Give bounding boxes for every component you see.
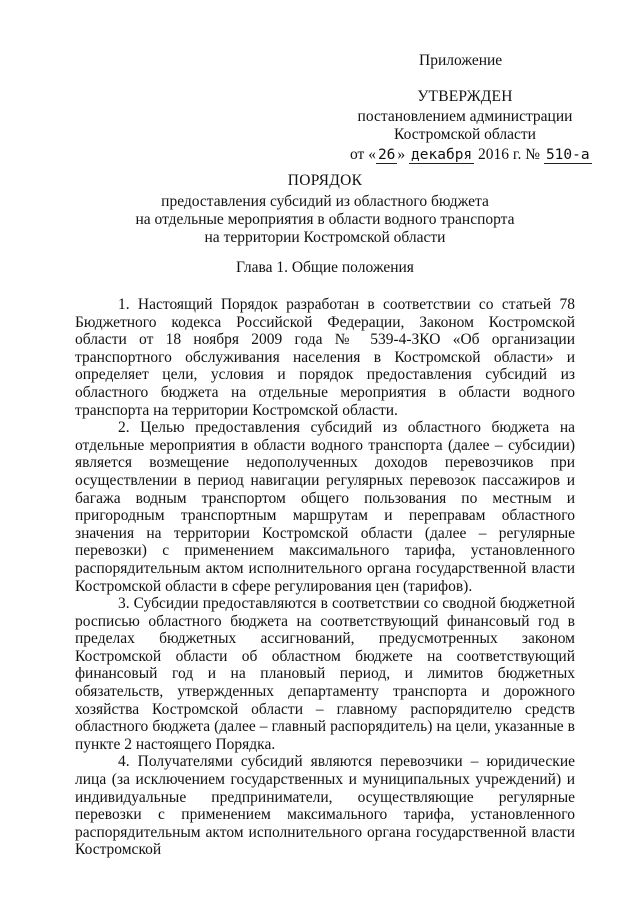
approval-line-2: Костромской области — [394, 126, 536, 143]
date-month: декабря — [411, 147, 473, 163]
paragraph-1: 1. Настоящий Порядок разработан в соответствии со статьей 78 Бюджетного кодекса Российской Федерации, Законом Костромской области от 18 ноября 2009 года № 539-4-ЗКО «Об организации транспортного обслуживания населения в Костромской области» и определяет цели, условия и порядок предоставления субсидий из областного бюджета на отдельные мероприятия в области водного транспорта на территории Костромской области. — [75, 296, 575, 419]
chapter-heading: Глава 1. Общие положения — [236, 259, 414, 276]
date-mid: » — [397, 146, 410, 163]
date-prefix: от « — [350, 146, 376, 163]
appendix-label: Приложение — [419, 52, 503, 69]
doc-number: 510-а — [545, 147, 590, 163]
date-day: 26 — [377, 147, 396, 163]
approval-date-line — [350, 146, 590, 164]
document-title-block — [75, 172, 575, 247]
date-year: 2016 г. № — [474, 146, 544, 163]
approval-block — [350, 88, 590, 164]
document-body — [75, 296, 575, 859]
document-subtitle-line-1: предоставления субсидий из областного бюджета — [161, 193, 489, 210]
document-subtitle-line-3: на территории Костромской области — [204, 229, 446, 246]
paragraph-3: 3. Субсидии предоставляются в соответствии со сводной бюджетной росписью областного бюджета на соответствующий финансовый год в пределах бюджетных ассигнований, предусмотренных законом Костромской области об областном бюджете на соответствующий финансовый год и на плановый период, и лимитов бюджетных обязательств, утвержденных департаменту транспорта и дорожного хозяйства Костромской области – главному распорядителю средств областного бюджета (далее – главный распорядитель) на цели, указанные в пункте 2 настоящего Порядка. — [75, 595, 575, 753]
paragraph-2: 2. Целью предоставления субсидий из областного бюджета на отдельные мероприятия в области водного транспорта (далее – субсидии) является возмещение недополученных доходов перевозчиков при осуществлении в период навигации регулярных перевозок пассажиров и багажа водным транспортом общего пользования по местным и пригородным транспортным маршрутам и переправам областного значения на территории Костромской области (далее – регулярные перевозки) с применением максимального тарифа, установленного распорядительным актом исполнительного органа государственной власти Костромской области в сфере регулирования цен (тарифов). — [75, 419, 575, 595]
approval-heading: УТВЕРЖДЕН — [417, 88, 513, 105]
paragraph-4: 4. Получателями субсидий являются перевозчики – юридические лица (за исключением государственных и муниципальных учреждений) и индивидуальные предприниматели, осуществляющие регулярные перевозки с применением максимального тарифа, установленного распорядительным актом исполнительного органа государственной власти Костромской — [75, 753, 575, 859]
approval-line-1: постановлением администрации — [357, 108, 573, 125]
document-title: ПОРЯДОК — [287, 172, 363, 189]
document-subtitle-line-2: на отдельные мероприятия в области водного транспорта — [135, 211, 515, 228]
